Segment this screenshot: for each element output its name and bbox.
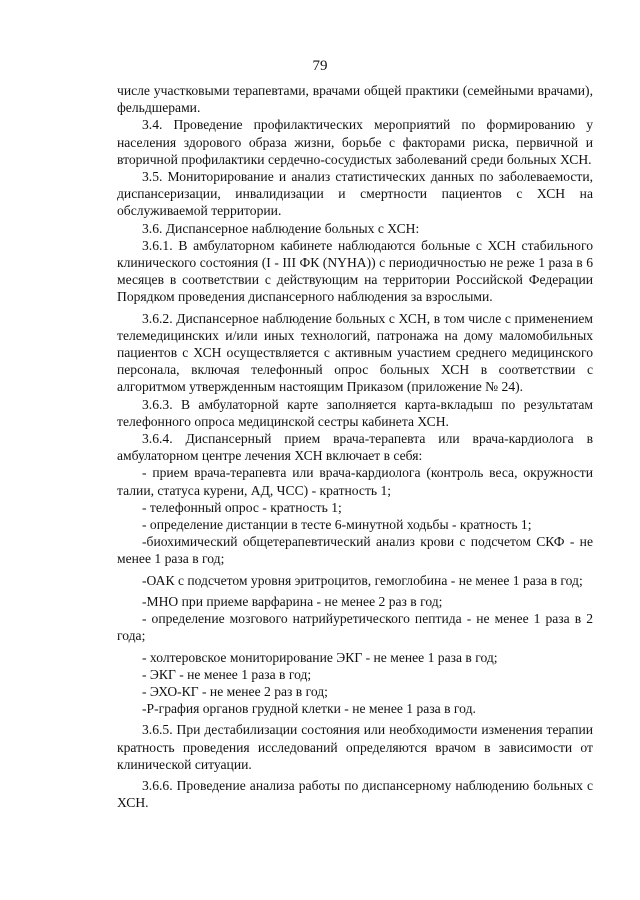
document-body bbox=[117, 82, 593, 811]
paragraph-3-6-3: 3.6.3. В амбулаторной карте заполняется карта-вкладыш по результатам телефонного опроса медицинской сестры кабинета ХСН. bbox=[117, 396, 593, 429]
list-item: - прием врача-терапевта или врача-кардиолога (контроль веса, окружности талии, статуса курени, АД, ЧСС) - кратность 1; bbox=[117, 465, 593, 498]
paragraph-3-6-6: 3.6.6. Проведение анализа работы по диспансерному наблюдению больных с ХСН. bbox=[117, 777, 593, 811]
list-item: -Р-графия органов грудной клетки - не менее 1 раза в год. bbox=[142, 701, 476, 717]
list-item: - определение мозгового натрийуретического пептида - не менее 1 раза в 2 года; bbox=[117, 611, 593, 644]
paragraph-3-5: 3.5. Мониторирование и анализ статистических данных по заболеваемости, диспансеризации, инвалидизации и смертности пациентов с ХСН на обслуживаемой территории. bbox=[117, 169, 593, 219]
list-item: -ОАК с подсчетом уровня эритроцитов, гемоглобина - не менее 1 раза в год; bbox=[142, 572, 583, 588]
paragraph-continuation: числе участковыми терапевтами, врачами общей практики (семейными врачами), фельдшерами. bbox=[117, 83, 593, 116]
paragraph-3-6: 3.6. Диспансерное наблюдение больных с ХСН: bbox=[142, 220, 420, 236]
paragraph-3-6-2: 3.6.2. Диспансерное наблюдение больных с ХСН, в том числе с применением телемедицинских и/или иных технологий, патронажа на дому маломобильных пациентов с ХСН осуществляется с активным участием среднего медицинского персонала, включая телефонный опрос больных ХСН в соответствии с алгоритмом утвержденным настоящим Приказом (приложение № 24). bbox=[117, 310, 593, 395]
paragraph-3-4: 3.4. Проведение профилактических мероприятий по формированию у населения здорового образа жизни, борьбе с факторами риска, первичной и вторичной профилактики сердечно-сосудистых заболеваний среди больных ХСН. bbox=[117, 117, 593, 167]
list-item: - ЭХО-КГ - не менее 2 раз в год; bbox=[142, 683, 328, 699]
list-item: - ЭКГ - не менее 1 раза в год; bbox=[142, 666, 312, 682]
list-item: - телефонный опрос - кратность 1; bbox=[142, 499, 342, 515]
list-item: -МНО при приеме варфарина - не менее 2 раз в год; bbox=[142, 593, 443, 609]
paragraph-3-6-1: 3.6.1. В амбулаторном кабинете наблюдаются больные с ХСН стабильного клинического состояния (I - III ФК (NYHA)) с периодичностью не реже 1 раза в 6 месяцев в соответствии с действующим на территории Российской Федерации Порядком проведения диспансерного наблюдения за взрослыми. bbox=[117, 237, 593, 305]
list-item: - холтеровское мониторирование ЭКГ - не менее 1 раза в год; bbox=[142, 649, 498, 665]
list-item: -биохимический общетерапевтический анализ крови с подсчетом СКФ - не менее 1 раза в год; bbox=[117, 534, 593, 567]
page-number: 79 bbox=[312, 58, 328, 74]
paragraph-3-6-4: 3.6.4. Диспансерный прием врача-терапевта или врача-кардиолога в амбулаторном центре лечения ХСН включает в себя: bbox=[117, 431, 593, 464]
paragraph-3-6-5: 3.6.5. При дестабилизации состояния или необходимости изменения терапии кратность проведения исследований определяются врачом в зависимости от клинической ситуации. bbox=[117, 722, 593, 772]
list-item: - определение дистанции в тесте 6-минутной ходьбы - кратность 1; bbox=[142, 517, 532, 533]
